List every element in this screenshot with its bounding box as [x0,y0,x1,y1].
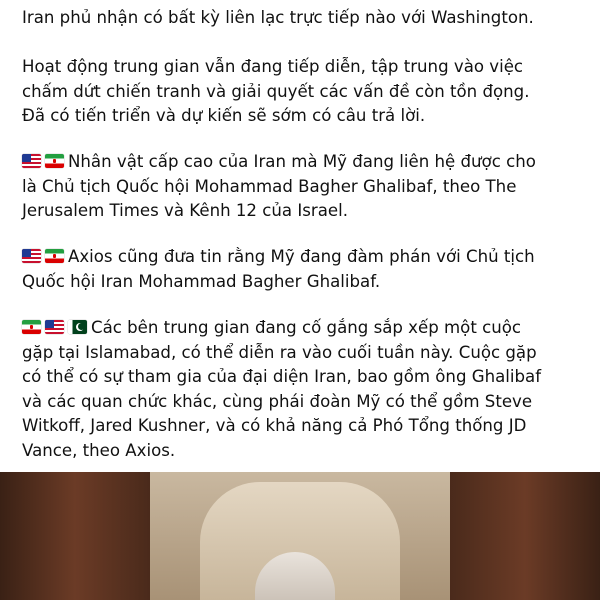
flag-iran-icon [22,320,41,334]
post-paragraph-1: Iran phủ nhận có bất kỳ liên lạc trực tiếp nào với Washington. [22,8,534,27]
flag-pakistan-icon [68,320,87,334]
photo-curtain-left [0,472,150,600]
post-paragraph-3-text: Nhân vật cấp cao của Iran mà Mỹ đang liên hệ được cho là Chủ tịch Quốc hội Mohammad Bagher Ghalibaf, theo The Jerusalem Times và Kênh 12 của Israel. [22,152,536,221]
post-photo[interactable] [0,472,600,600]
flag-united-states-icon [22,154,41,168]
post-paragraph-4-text: Axios cũng đưa tin rằng Mỹ đang đàm phán với Chủ tịch Quốc hội Iran Mohammad Bagher Ghalibaf. [22,247,535,291]
flag-iran-icon [45,249,64,263]
post-paragraph-3 [22,150,536,224]
flag-united-states-icon [45,320,64,334]
flag-iran-icon [45,154,64,168]
post-paragraph-5-text: Các bên trung gian đang cố gắng sắp xếp một cuộc gặp tại Islamabad, có thể diễn ra vào cuối tuần này. Cuộc gặp có thể có sự tham gia của đại diện Iran, bao gồm ông Ghalibaf và các quan chức khác, cùng phái đoàn Mỹ có thể gồm Steve Witkoff, Jared Kushner, và có khả năng cả Phó Tổng thống JD Vance, theo Axios. [22,318,542,460]
post-paragraph-5 [22,316,541,464]
flag-united-states-icon [22,249,41,263]
post-paragraph-4 [22,245,535,294]
photo-curtain-right [450,472,600,600]
post-paragraph-2: Hoạt động trung gian vẫn đang tiếp diễn, tập trung vào việc chấm dứt chiến tranh và giải quyết các vấn đề còn tồn đọng. Đã có tiến triển và dự kiến sẽ sớm có câu trả lời. [22,57,530,126]
